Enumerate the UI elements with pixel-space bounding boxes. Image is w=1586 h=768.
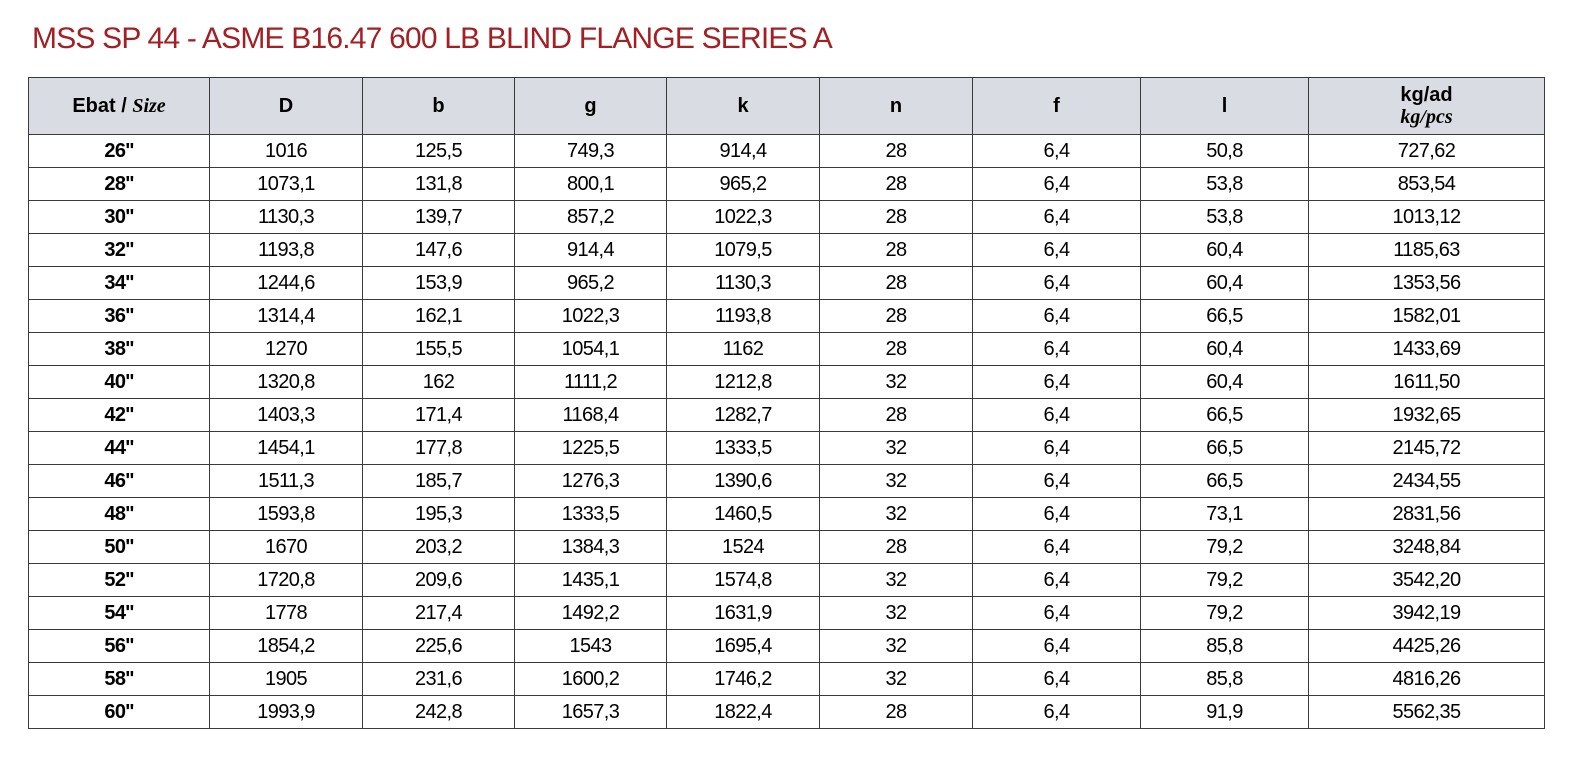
cell-d: 1130,3 [210,201,363,234]
cell-k: 1390,6 [667,465,820,498]
cell-g: 800,1 [515,168,667,201]
cell-weight: 3248,84 [1309,531,1545,564]
cell-l: 66,5 [1141,465,1309,498]
cell-n: 32 [820,597,973,630]
table-row [29,234,1545,267]
cell-weight: 1353,56 [1309,267,1545,300]
cell-b: 225,6 [363,630,515,663]
cell-f: 6,4 [973,630,1141,663]
cell-l: 79,2 [1141,531,1309,564]
cell-d: 1314,4 [210,300,363,333]
header-size [29,78,210,135]
header-weight-tr: kg/ad [1400,84,1453,106]
header-g: g [515,78,667,135]
cell-l: 85,8 [1141,663,1309,696]
cell-k: 1130,3 [667,267,820,300]
cell-g: 1657,3 [515,696,667,729]
cell-g: 749,3 [515,135,667,168]
header-weight-en: kg/pcs [1400,106,1453,128]
header-size-en: Size [132,95,166,117]
table-row [29,531,1545,564]
cell-k: 914,4 [667,135,820,168]
cell-weight: 4425,26 [1309,630,1545,663]
cell-weight: 2434,55 [1309,465,1545,498]
cell-weight: 2831,56 [1309,498,1545,531]
cell-g: 1276,3 [515,465,667,498]
cell-weight: 4816,26 [1309,663,1545,696]
cell-d: 1454,1 [210,432,363,465]
cell-f: 6,4 [973,663,1141,696]
table-row [29,498,1545,531]
cell-f: 6,4 [973,267,1141,300]
cell-weight: 3942,19 [1309,597,1545,630]
cell-k: 1212,8 [667,366,820,399]
cell-size: 36'' [29,300,210,333]
cell-size: 34'' [29,267,210,300]
cell-b: 153,9 [363,267,515,300]
cell-l: 53,8 [1141,201,1309,234]
cell-n: 32 [820,366,973,399]
cell-l: 60,4 [1141,267,1309,300]
cell-k: 1524 [667,531,820,564]
cell-b: 139,7 [363,201,515,234]
cell-g: 1384,3 [515,531,667,564]
cell-size: 26'' [29,135,210,168]
cell-n: 28 [820,696,973,729]
header-f: f [973,78,1141,135]
cell-g: 1333,5 [515,498,667,531]
cell-size: 58'' [29,663,210,696]
cell-l: 66,5 [1141,432,1309,465]
cell-f: 6,4 [973,597,1141,630]
cell-g: 1600,2 [515,663,667,696]
cell-d: 1244,6 [210,267,363,300]
cell-n: 28 [820,168,973,201]
cell-l: 85,8 [1141,630,1309,663]
cell-d: 1993,9 [210,696,363,729]
cell-l: 79,2 [1141,597,1309,630]
cell-size: 54'' [29,597,210,630]
cell-f: 6,4 [973,333,1141,366]
cell-l: 50,8 [1141,135,1309,168]
cell-size: 28'' [29,168,210,201]
cell-g: 1168,4 [515,399,667,432]
cell-n: 32 [820,465,973,498]
table-row [29,135,1545,168]
cell-f: 6,4 [973,201,1141,234]
cell-n: 28 [820,201,973,234]
cell-weight: 1582,01 [1309,300,1545,333]
cell-weight: 1433,69 [1309,333,1545,366]
table-row [29,465,1545,498]
cell-n: 32 [820,630,973,663]
cell-d: 1403,3 [210,399,363,432]
cell-f: 6,4 [973,498,1141,531]
cell-size: 42'' [29,399,210,432]
cell-l: 60,4 [1141,366,1309,399]
cell-size: 46'' [29,465,210,498]
header-size-tr: Ebat / [72,95,133,117]
cell-f: 6,4 [973,234,1141,267]
table-row [29,168,1545,201]
cell-b: 195,3 [363,498,515,531]
cell-f: 6,4 [973,564,1141,597]
cell-f: 6,4 [973,531,1141,564]
cell-l: 53,8 [1141,168,1309,201]
cell-d: 1270 [210,333,363,366]
cell-l: 60,4 [1141,234,1309,267]
cell-b: 162,1 [363,300,515,333]
cell-n: 28 [820,267,973,300]
cell-g: 965,2 [515,267,667,300]
cell-k: 1746,2 [667,663,820,696]
flange-dimensions-table [28,77,1545,729]
cell-k: 1822,4 [667,696,820,729]
cell-weight: 5562,35 [1309,696,1545,729]
cell-b: 125,5 [363,135,515,168]
header-b: b [363,78,515,135]
cell-f: 6,4 [973,366,1141,399]
cell-l: 66,5 [1141,300,1309,333]
cell-k: 1079,5 [667,234,820,267]
cell-b: 203,2 [363,531,515,564]
cell-k: 1333,5 [667,432,820,465]
cell-g: 1435,1 [515,564,667,597]
cell-d: 1320,8 [210,366,363,399]
table-row [29,564,1545,597]
cell-k: 1022,3 [667,201,820,234]
cell-d: 1193,8 [210,234,363,267]
cell-k: 1460,5 [667,498,820,531]
cell-g: 1543 [515,630,667,663]
cell-n: 32 [820,564,973,597]
header-row [29,78,1545,135]
cell-k: 1631,9 [667,597,820,630]
cell-b: 147,6 [363,234,515,267]
cell-g: 1054,1 [515,333,667,366]
cell-weight: 1185,63 [1309,234,1545,267]
cell-d: 1720,8 [210,564,363,597]
cell-size: 30'' [29,201,210,234]
cell-d: 1778 [210,597,363,630]
table-row [29,201,1545,234]
table-row [29,399,1545,432]
cell-b: 171,4 [363,399,515,432]
cell-n: 32 [820,663,973,696]
cell-l: 73,1 [1141,498,1309,531]
cell-size: 48'' [29,498,210,531]
cell-l: 66,5 [1141,399,1309,432]
header-l: l [1141,78,1309,135]
cell-k: 1574,8 [667,564,820,597]
cell-d: 1511,3 [210,465,363,498]
cell-l: 79,2 [1141,564,1309,597]
cell-weight: 2145,72 [1309,432,1545,465]
cell-weight: 3542,20 [1309,564,1545,597]
cell-g: 857,2 [515,201,667,234]
cell-b: 209,6 [363,564,515,597]
cell-weight: 853,54 [1309,168,1545,201]
cell-size: 32'' [29,234,210,267]
cell-d: 1073,1 [210,168,363,201]
cell-size: 38'' [29,333,210,366]
cell-n: 28 [820,333,973,366]
cell-weight: 1932,65 [1309,399,1545,432]
cell-b: 155,5 [363,333,515,366]
cell-n: 28 [820,234,973,267]
cell-b: 231,6 [363,663,515,696]
table-row [29,267,1545,300]
cell-k: 1282,7 [667,399,820,432]
table-header [29,78,1545,135]
cell-size: 52'' [29,564,210,597]
cell-f: 6,4 [973,696,1141,729]
cell-g: 914,4 [515,234,667,267]
cell-n: 28 [820,135,973,168]
cell-f: 6,4 [973,399,1141,432]
cell-f: 6,4 [973,465,1141,498]
cell-n: 28 [820,300,973,333]
cell-f: 6,4 [973,135,1141,168]
cell-size: 40'' [29,366,210,399]
cell-k: 965,2 [667,168,820,201]
cell-k: 1193,8 [667,300,820,333]
cell-b: 185,7 [363,465,515,498]
cell-g: 1022,3 [515,300,667,333]
table-row [29,630,1545,663]
cell-d: 1854,2 [210,630,363,663]
page-title: MSS SP 44 - ASME B16.47 600 LB BLIND FLANGE SERIES A [32,22,832,55]
cell-f: 6,4 [973,432,1141,465]
header-weight [1309,78,1545,135]
cell-k: 1162 [667,333,820,366]
cell-g: 1225,5 [515,432,667,465]
table-body [29,135,1545,729]
table-row [29,432,1545,465]
cell-d: 1016 [210,135,363,168]
cell-g: 1111,2 [515,366,667,399]
cell-f: 6,4 [973,300,1141,333]
cell-b: 217,4 [363,597,515,630]
cell-d: 1905 [210,663,363,696]
cell-b: 162 [363,366,515,399]
header-d: D [210,78,363,135]
table-row [29,696,1545,729]
cell-b: 131,8 [363,168,515,201]
cell-size: 50'' [29,531,210,564]
table-row [29,333,1545,366]
cell-n: 32 [820,432,973,465]
cell-n: 28 [820,399,973,432]
cell-d: 1670 [210,531,363,564]
cell-f: 6,4 [973,168,1141,201]
cell-l: 60,4 [1141,333,1309,366]
cell-b: 242,8 [363,696,515,729]
cell-n: 28 [820,531,973,564]
header-k: k [667,78,820,135]
cell-l: 91,9 [1141,696,1309,729]
table-row [29,300,1545,333]
cell-size: 44'' [29,432,210,465]
cell-weight: 727,62 [1309,135,1545,168]
table-row [29,597,1545,630]
header-n: n [820,78,973,135]
table-row [29,663,1545,696]
cell-size: 60'' [29,696,210,729]
cell-weight: 1611,50 [1309,366,1545,399]
cell-b: 177,8 [363,432,515,465]
cell-d: 1593,8 [210,498,363,531]
table-row [29,366,1545,399]
cell-weight: 1013,12 [1309,201,1545,234]
cell-g: 1492,2 [515,597,667,630]
cell-size: 56'' [29,630,210,663]
cell-k: 1695,4 [667,630,820,663]
cell-n: 32 [820,498,973,531]
